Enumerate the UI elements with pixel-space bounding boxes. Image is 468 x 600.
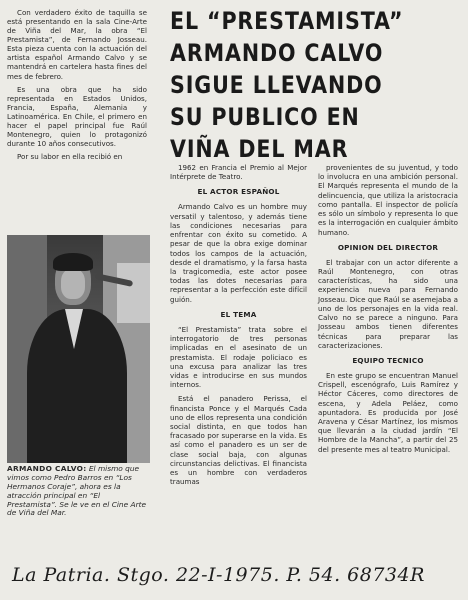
intro-paragraph: Es una obra que ha sido representada en Estados Unidos, Francia, España, Alemania y Latinoamérica. En Chile, el primero en hacer el papel principal fue Raúl Montenegro, quien lo protagonizó durante 10 años consecutivos. bbox=[7, 84, 147, 149]
intro-paragraph: Por su labor en ella recibió en bbox=[17, 152, 123, 162]
handwritten-source-note: La Patria. Stgo. 22-I-1975. P. 54. 68734R bbox=[12, 564, 425, 586]
photo-caption bbox=[7, 465, 150, 518]
right-column bbox=[318, 163, 458, 459]
middle-column bbox=[170, 163, 307, 492]
intro-paragraph: Con verdadero éxito de taquilla se está presentando en la sala Cine-Arte de Viña del Mar, la obra “El Prestamista”, de Fernando Josseau. Esta pieza cuenta con la actuación del artista español Armando Calvo y se mantendrá en cartelera hasta fines del mes de febrero. bbox=[7, 8, 147, 81]
body-paragraph: provenientes de su juventud, y todo lo involucra en una ambición personal. El Marqués representa el mundo de la delincuencia, que utiliza la aristocracia como pantalla. El inspector de policía es sólo un símbolo y representa lo que es la interrogación en cualquier ámbito humano. bbox=[318, 163, 458, 237]
caption-name: ARMANDO CALVO: bbox=[7, 464, 87, 473]
body-paragraph: “El Prestamista” trata sobre el interrogatorio de tres personas implicadas en el asesinato de un prestamista. El rodaje policiaco es una excusa para analizar las tres vidas e introducirse en sus mundos internos. bbox=[170, 324, 307, 390]
subheading-theme: EL TEMA bbox=[220, 309, 257, 319]
intro-column bbox=[7, 8, 147, 165]
body-paragraph: 1962 en Francia el Premio al Mejor Intérprete de Teatro. bbox=[170, 163, 307, 182]
body-paragraph: Está el panadero Perissa, el financista Ponce y el Marqués Cada uno de ellos representa una condición social distinta, en que todos han fracasado por superarse en la vida. Es así como el panadero es un ser de clase social baja, con algunas circunstancias delictivas. El financista es un hombre con verdaderos traumas bbox=[170, 394, 307, 487]
caption-text: El mismo que vimos como Pedro Barros en “Los Hermanos Coraje”, ahora es la atracción principal en “El Prestamista”. Se le ve en el Cine Arte de Viña del Mar. bbox=[7, 464, 147, 518]
body-paragraph: Armando Calvo es un hombre muy versatil y talentoso, y además tiene las condiciones necesarias para enfrentar con éxito su cometido. A pesar de que la obra exige dominar todos los campos de la actuación, desde el dramatismo, y la farsa hasta la tragicomedia, este actor posee todas las dotes necesarias para representar a la perfección este difícil guión. bbox=[170, 202, 307, 304]
body-paragraph: El trabajar con un actor diferente a Raúl Montenegro, con otras características, ha sido una experiencia nueva para Fernando Josseau. Dice que Raúl se asemejaba a uno de los personajes en la vida real. Calvo no se parece a ninguno. Para Josseau ambos tienen diferentes técnicas para preparar las caracterizaciones. bbox=[318, 257, 458, 350]
subheading-director: OPINION DEL DIRECTOR bbox=[337, 242, 439, 252]
body-paragraph: En este grupo se encuentran Manuel Crispell, escenógrafo, Luis Ramírez y Héctor Cáceres, como directores de escena, y Adela Peláez, como apuntadora. Es producida por José Aravena y César Martínez, los mismos que llevarán a la ciudad jardín “El Hombre de la Mancha”, a partir del 25 del presente mes al teatro Municipal. bbox=[318, 370, 458, 454]
actor-photo bbox=[7, 235, 150, 463]
headline: EL “PRESTAMISTA” ARMANDO CALVO SIGUE LLEVANDO SU PUBLICO EN VIÑA DEL MAR bbox=[170, 7, 404, 163]
subheading-crew: EQUIPO TECNICO bbox=[352, 355, 424, 365]
subheading-actor: EL ACTOR ESPAÑOL bbox=[197, 187, 280, 197]
